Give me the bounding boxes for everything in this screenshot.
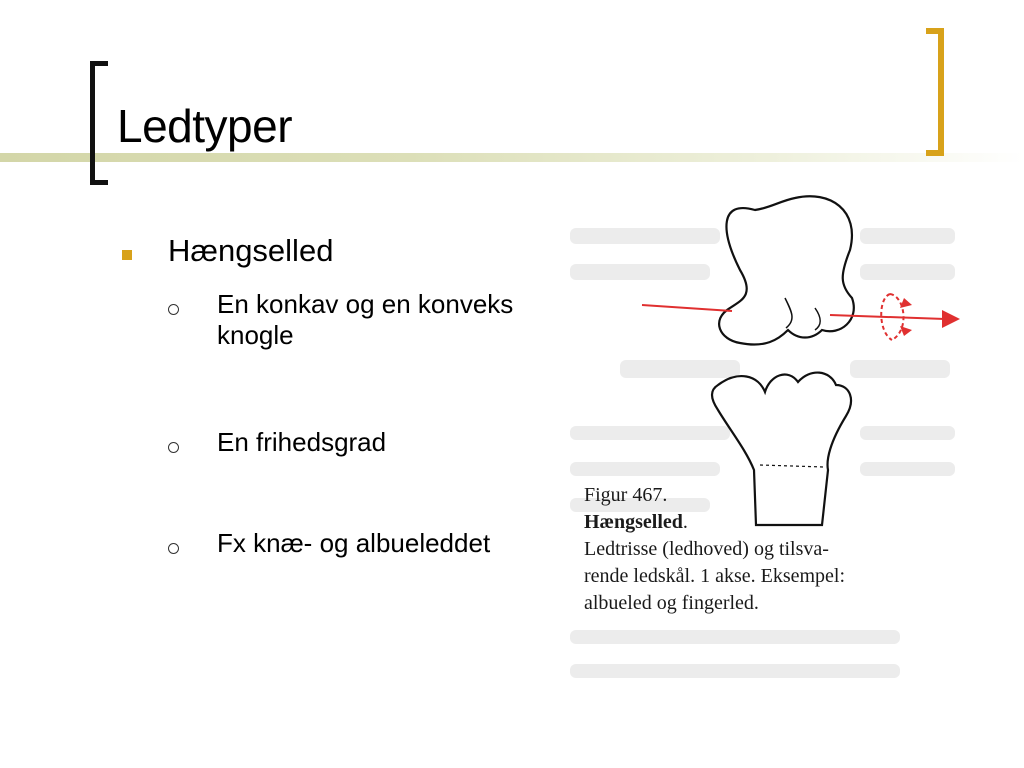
slide-title: Ledtyper bbox=[117, 100, 293, 152]
bullet-item-level2: En konkav og en konveks knogle bbox=[217, 289, 514, 350]
bullet-item-level1: Hængselled bbox=[168, 233, 334, 268]
left-bracket-decoration bbox=[90, 61, 108, 185]
caption-title: Hængselled bbox=[584, 511, 683, 533]
figure-caption bbox=[584, 482, 845, 617]
square-bullet-icon bbox=[122, 250, 132, 260]
caption-number: Figur 467. bbox=[584, 484, 668, 506]
caption-line2: rende ledskål. 1 akse. Eksempel: bbox=[584, 565, 846, 587]
upper-bone-shape bbox=[719, 196, 854, 344]
circle-bullet-icon bbox=[168, 543, 179, 554]
caption-line1: Ledtrisse (ledhoved) og tilsva- bbox=[584, 538, 829, 560]
circle-bullet-icon bbox=[168, 304, 179, 315]
caption-title-line bbox=[584, 509, 845, 536]
title-band bbox=[0, 153, 1024, 162]
caption-title-suffix: . bbox=[682, 511, 688, 533]
bullet-item-level2: En frihedsgrad bbox=[217, 427, 387, 457]
caption-line3: albueled og fingerled. bbox=[584, 592, 759, 614]
bullet-item-level2: Fx knæ- og albueleddet bbox=[217, 528, 491, 558]
right-bracket-decoration bbox=[926, 28, 944, 156]
circle-bullet-icon bbox=[168, 442, 179, 453]
